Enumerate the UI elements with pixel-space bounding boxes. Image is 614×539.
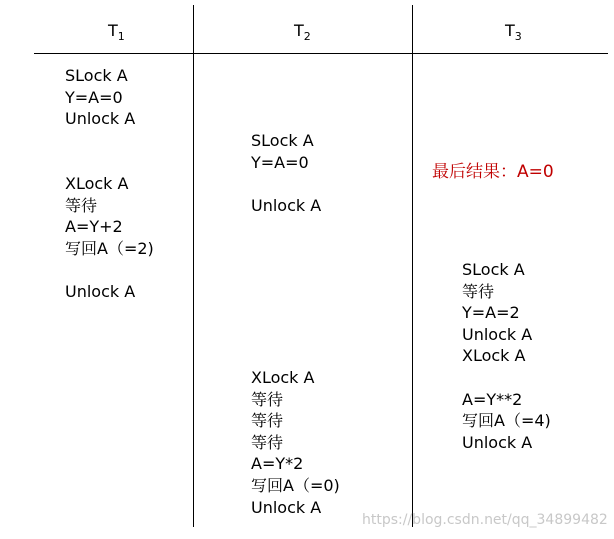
header-t1-sub: 1 xyxy=(117,30,125,43)
watermark: https://blog.csdn.net/qq_34899482 xyxy=(362,512,608,528)
t1-steps-line xyxy=(65,151,154,173)
column-header-t2 xyxy=(294,20,311,42)
column-header-t3 xyxy=(505,20,522,42)
t1-steps xyxy=(65,65,154,303)
t1-steps-line: A=Y+2 xyxy=(65,217,123,237)
t1-steps-line: Y=A=0 xyxy=(65,87,123,107)
t2-steps-bottom xyxy=(251,367,340,518)
t2-steps-bottom-line: Unlock A xyxy=(251,497,322,517)
t2-steps-top-line: Unlock A xyxy=(251,195,322,215)
header-t2-sub: 2 xyxy=(303,30,311,43)
t2-steps-top xyxy=(251,130,321,216)
t1-steps-line: Unlock A xyxy=(65,281,136,301)
t3-steps-line: Unlock A xyxy=(462,324,533,344)
t1-steps-line xyxy=(65,259,154,281)
t2-steps-bottom-line: 等待 xyxy=(251,389,284,409)
t2-steps-bottom-line: 等待 xyxy=(251,411,284,431)
t2-steps-bottom-line: 写回A（=0) xyxy=(251,475,340,495)
t1-steps-line xyxy=(65,130,154,152)
column-divider-1 xyxy=(193,5,194,527)
t2-steps-top-line: Y=A=0 xyxy=(251,152,309,172)
t3-steps-line: XLock A xyxy=(462,346,526,366)
header-t2-base: T xyxy=(294,21,304,40)
t3-steps-line: SLock A xyxy=(462,260,525,279)
final-result-annotation: 最后结果：A=0 xyxy=(432,162,554,182)
t3-steps-line: A=Y**2 xyxy=(462,389,523,409)
header-divider xyxy=(34,53,608,54)
t1-steps-line: SLock A xyxy=(65,66,128,85)
t1-steps-line: 写回A（=2) xyxy=(65,238,154,258)
t2-steps-top-line xyxy=(251,173,321,195)
t1-steps-line: Unlock A xyxy=(65,109,136,129)
header-t3-base: T xyxy=(505,21,515,40)
header-t1-base: T xyxy=(108,21,118,40)
t2-steps-top-line: SLock A xyxy=(251,131,314,150)
t3-steps-line: 写回A（=4) xyxy=(462,411,551,431)
t3-steps xyxy=(462,259,551,453)
t1-steps-line: XLock A xyxy=(65,173,129,193)
t3-steps-line: 等待 xyxy=(462,281,495,301)
t2-steps-bottom-line: 等待 xyxy=(251,432,284,452)
t3-steps-line xyxy=(462,367,551,389)
column-header-t1 xyxy=(108,20,125,42)
t1-steps-line: 等待 xyxy=(65,195,98,215)
column-divider-2 xyxy=(412,5,413,527)
t3-steps-line: Unlock A xyxy=(462,432,533,452)
t2-steps-bottom-line: A=Y*2 xyxy=(251,454,304,474)
header-t3-sub: 3 xyxy=(514,30,522,43)
t3-steps-line: Y=A=2 xyxy=(462,303,520,323)
t2-steps-bottom-line: XLock A xyxy=(251,368,315,387)
